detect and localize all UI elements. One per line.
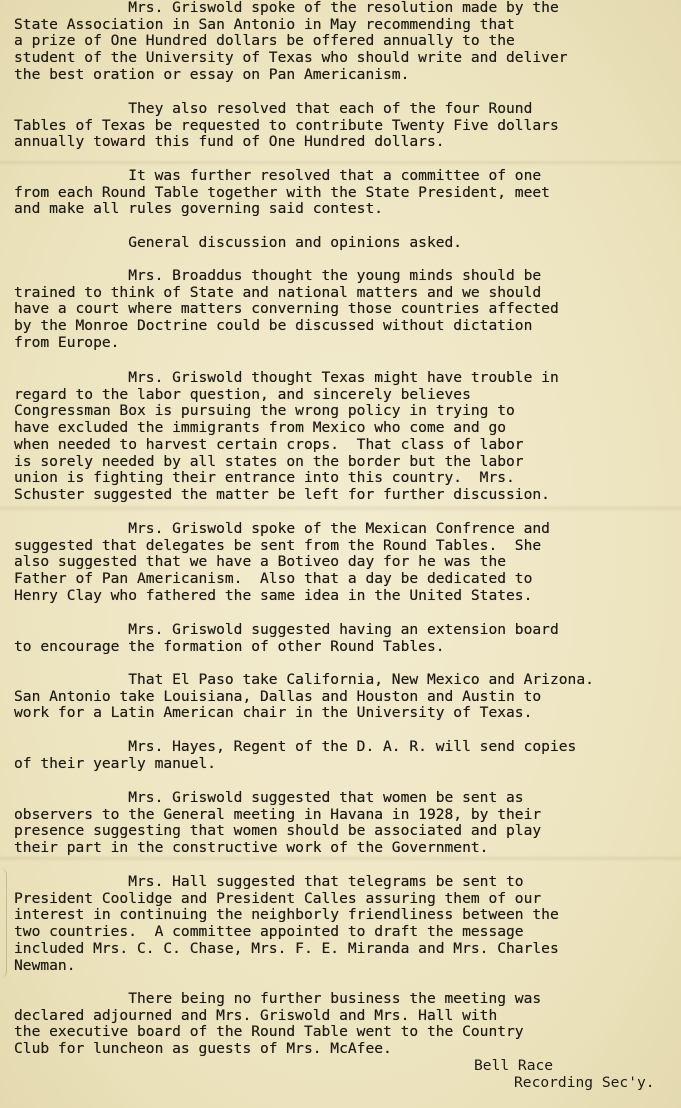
paragraph-dar-copies: Mrs. Hayes, Regent of the D. A. R. will send copies of their yearly manuel. [14,738,577,772]
paragraph-extension-board: Mrs. Griswold suggested having an extension board to encourage the formation of other Round Tables. [14,621,559,655]
paragraph-broaddus: Mrs. Broaddus thought the young minds should be trained to think of State and national matters and we should have a court where matters converning those countries affected by the Monroe Doctrine could be discussed without dictation from Europe. [14,267,559,351]
signature-title: Recording Sec'y. [514,1074,655,1091]
paper-edge-mark [0,868,7,978]
signature-name: Bell Race [474,1057,554,1074]
paragraph-general-discussion: General discussion and opinions asked. [14,234,463,251]
paragraph-adjournment: There being no further business the meeting was declared adjourned and Mrs. Griswold and Mrs. Hall with the executive board of the Round Table went to the Country Club for luncheon as guests of Mrs. McAfee. [14,990,542,1058]
paragraph-prize-resolution: Mrs. Griswold spoke of the resolution made by the State Association in San Antonio in May recommending that a prize of One Hundred dollars be offered annually to the student of the University of Texas who should write and deliver the best oration or essay on Pan Americanism. [14,0,568,83]
paragraph-telegrams: Mrs. Hall suggested that telegrams be sent to President Coolidge and President Calles assuring them of our interest in continuing the neighborly friendliness between the two countries. A committee appointed to draft the message included Mrs. C. C. Chase, Mrs. F. E. Miranda and Mrs. Charles Newman. [14,873,559,974]
paragraph-mexican-conference: Mrs. Griswold spoke of the Mexican Confrence and suggested that delegates be sent from the Round Tables. She also suggested that we have a Botiveo day for he was the Father of Pan Americanism. Also that a day be dedicated to Henry Clay who fathered the same idea in the United States. [14,520,550,604]
paragraph-havana-meeting: Mrs. Griswold suggested that women be sent as observers to the General meeting in Havana in 1928, by their presence suggesting that women should be associated and play their part in the constructive work of the Government. [14,789,542,857]
paragraph-round-tables-contribution: They also resolved that each of the four Round Tables of Texas be requested to contribute Twenty Five dollars annually toward this fund of One Hundred dollars. [14,100,559,151]
paragraph-labor-question: Mrs. Griswold thought Texas might have trouble in regard to the labor question, and sincerely believes Congressman Box is pursuing the wrong policy in trying to have excluded the immigrants from Mexico who come and go when needed to harvest certain crops. That class of labor is sorely needed by all states on the border but the labor union is fighting their entrance into this country. Mrs. Schuster suggested the matter be left for further discussion. [14,369,559,503]
paragraph-committee-resolution: It was further resolved that a committee of one from each Round Table together with the State President, meet and make all rules governing said contest. [14,167,550,218]
paragraph-state-assignments: That El Paso take California, New Mexico and Arizona. San Antonio take Louisiana, Dallas and Houston and Austin to work for a Latin American chair in the University of Texas. [14,671,594,722]
